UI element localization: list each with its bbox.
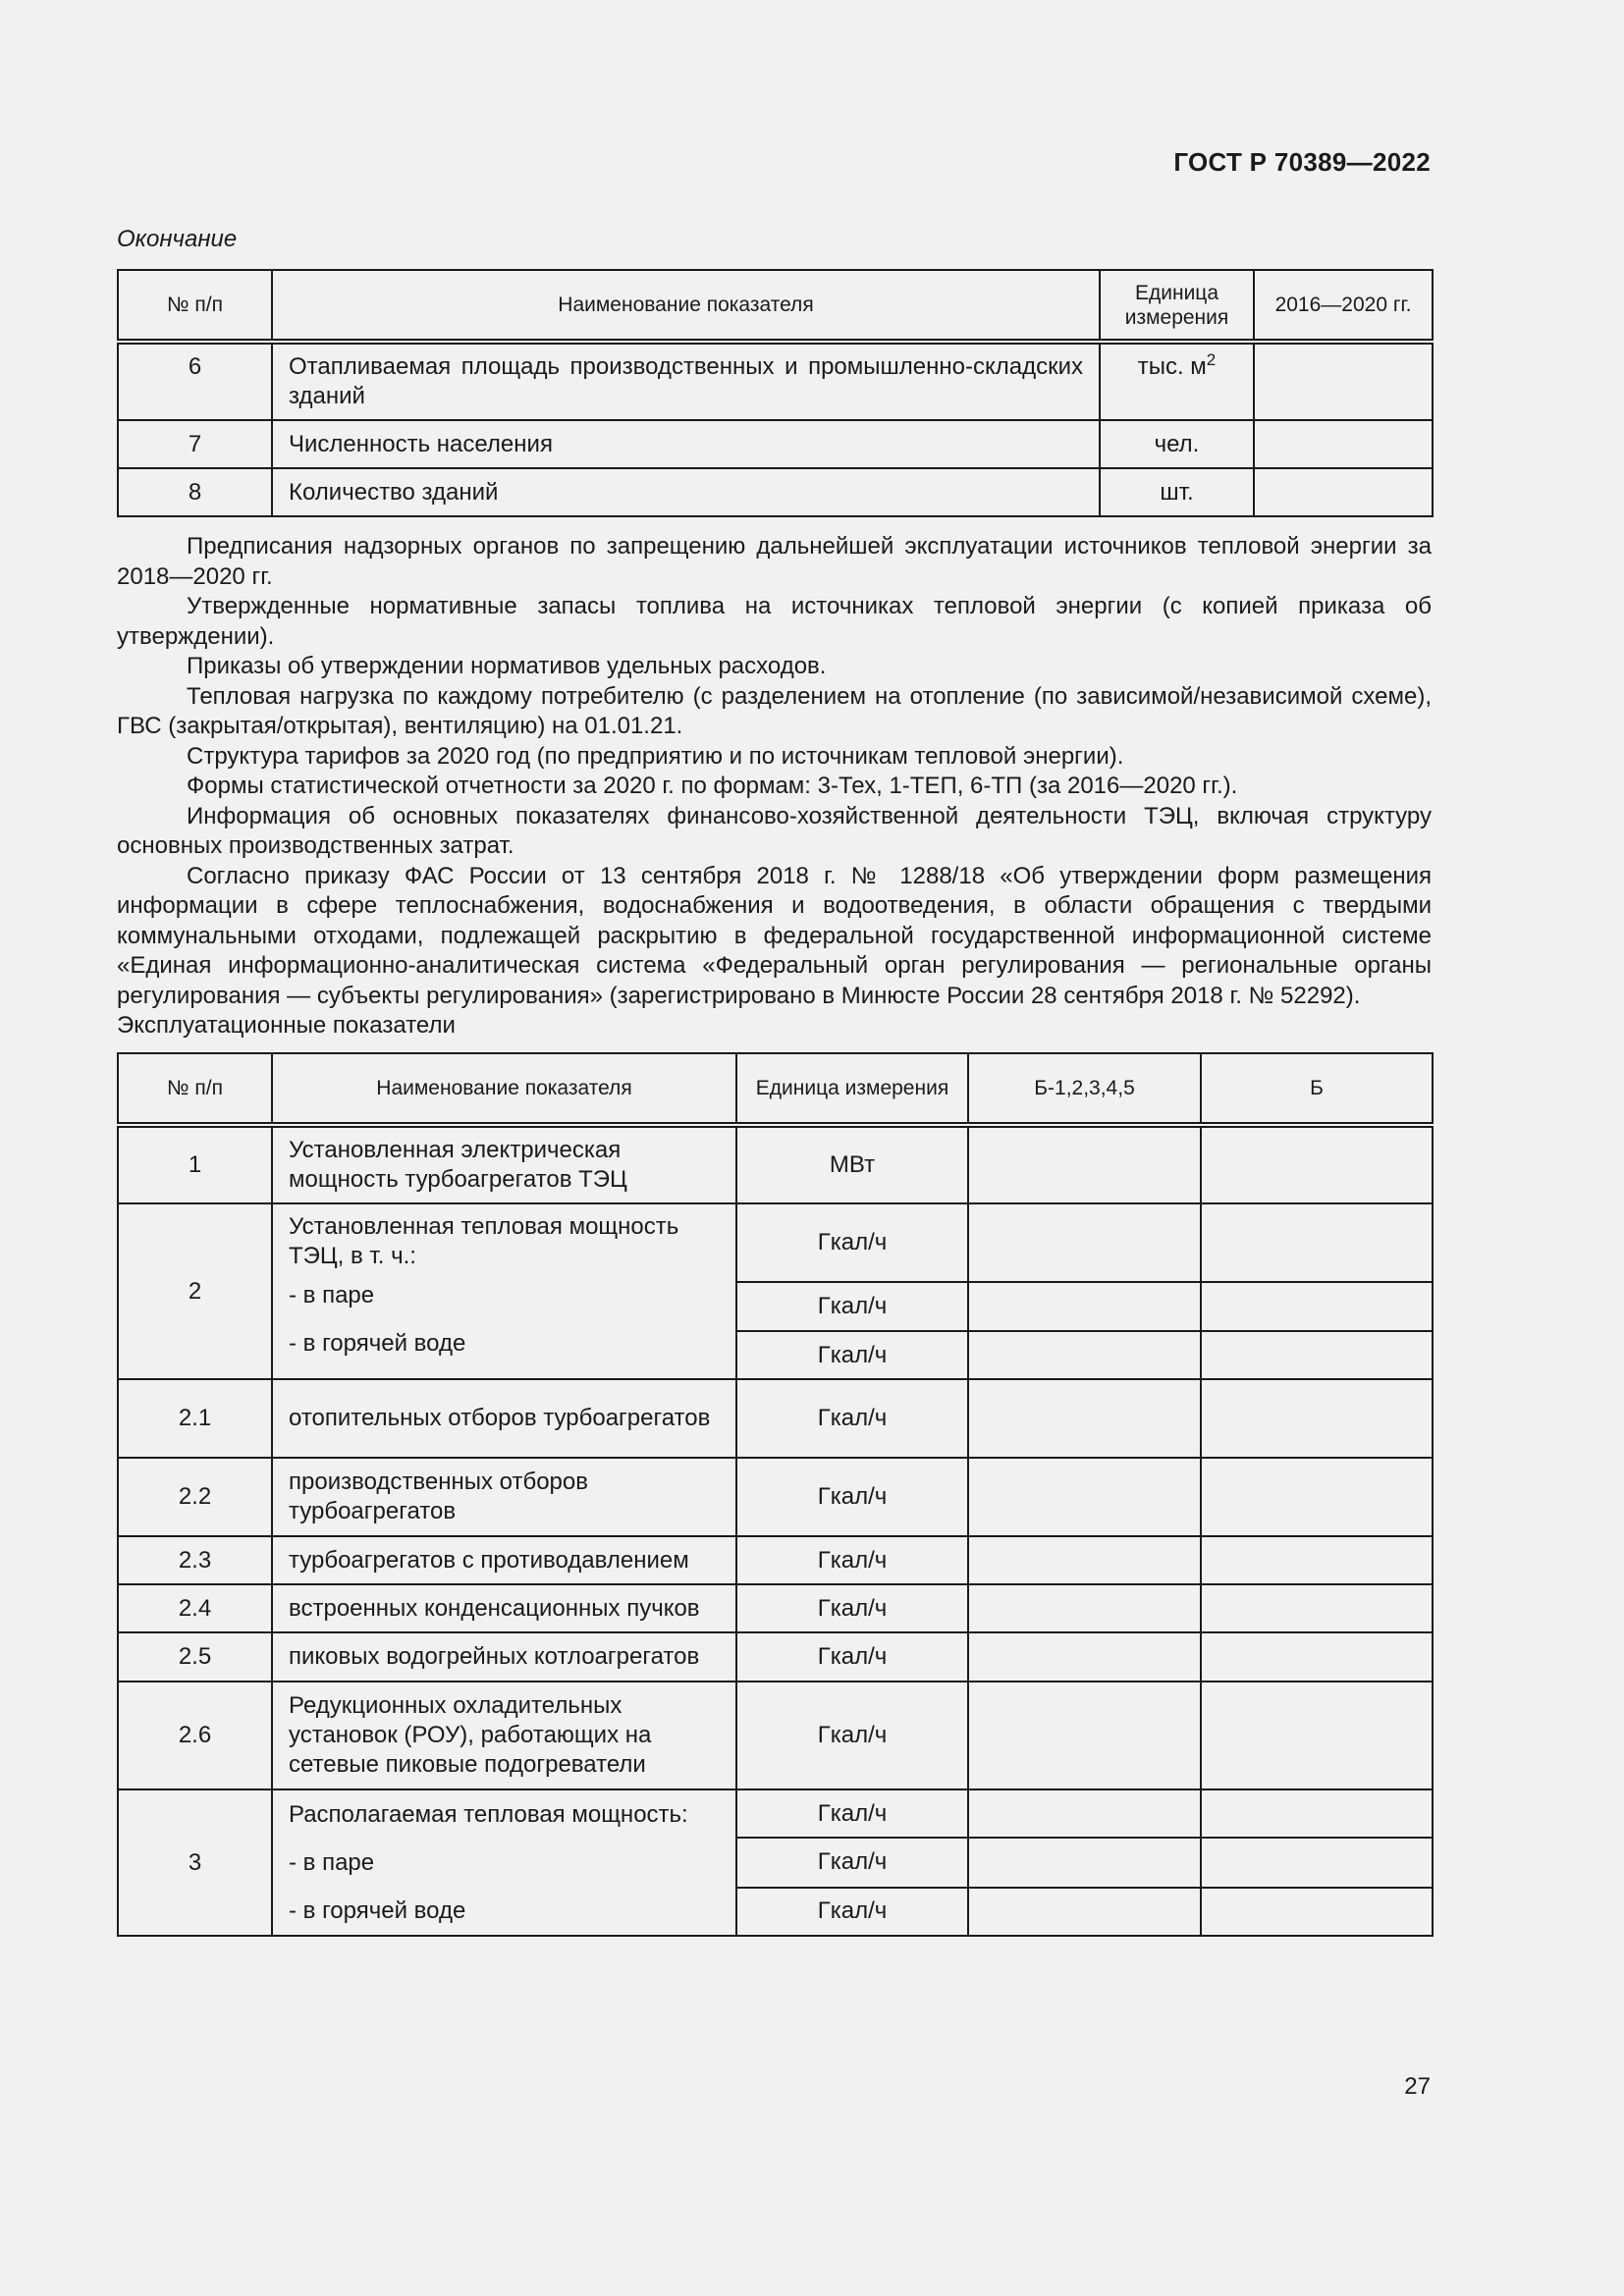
row-num: 7 <box>118 420 272 468</box>
row-unit: Гкал/ч <box>736 1203 968 1282</box>
cell-b <box>1201 1331 1433 1379</box>
t2-header-b12345: Б-1,2,3,4,5 <box>968 1053 1201 1125</box>
table-row <box>118 1536 1433 1584</box>
row-unit: Гкал/ч <box>736 1282 968 1331</box>
table-row <box>118 1125 1433 1203</box>
row-value <box>1254 420 1433 468</box>
row-num: 2.2 <box>118 1458 272 1536</box>
row-num: 2.3 <box>118 1536 272 1584</box>
cell-b12345 <box>968 1838 1201 1887</box>
row-unit: Гкал/ч <box>736 1331 968 1379</box>
t2-header-unit: Единица измерения <box>736 1053 968 1125</box>
continuation-label: Окончание <box>117 226 238 252</box>
paragraph: Согласно приказу ФАС России от 13 сентября 2018 г. № 1288/18 «Об утверждении форм размещения информации в сфере теплоснабжения, водоснабжения и водоотведения, в области обращения с твердыми коммунальными отходами, подлежащей раскрытию в федеральной государственной информационной системе «Единая информационно-аналитическая система «Федеральный орган регулирования — региональные органы регулирования — субъекты регулирования» (зарегистрировано в Минюсте России 28 сентября 2018 г. № 52292). <box>117 862 1432 1009</box>
table-row <box>118 1682 1433 1789</box>
row-name-main: Установленная тепловая мощность ТЭЦ, в т. ч.: <box>289 1213 679 1269</box>
table-row <box>118 342 1433 420</box>
cell-b12345 <box>968 1789 1201 1838</box>
paragraph: Информация об основных показателях финансово-хозяйственной деятельности ТЭЦ, включая структуру основных производственных затрат. <box>117 802 1432 859</box>
cell-b <box>1201 1458 1433 1536</box>
row-name: Установленная электрическая мощность турбоагрегатов ТЭЦ <box>272 1125 736 1203</box>
row-name: Отапливаемая площадь производственных и промышленно-складских зданий <box>272 342 1100 420</box>
cell-b12345 <box>968 1282 1201 1331</box>
paragraph: Предписания надзорных органов по запрещению дальнейшей эксплуатации источников тепловой энергии за 2018—2020 гг. <box>117 533 1432 590</box>
table-row <box>118 1379 1433 1458</box>
row-num: 6 <box>118 342 272 420</box>
row-num: 3 <box>118 1789 272 1936</box>
page-number: 27 <box>1404 2073 1431 2100</box>
row-name <box>272 1203 736 1379</box>
paragraph: Структура тарифов за 2020 год (по предприятию и по источникам тепловой энергии). <box>187 742 1124 770</box>
table-row <box>118 1632 1433 1682</box>
cell-b12345 <box>968 1379 1201 1458</box>
row-unit: чел. <box>1100 420 1254 468</box>
row-name: турбоагрегатов с противодавлением <box>272 1536 736 1584</box>
cell-b12345 <box>968 1632 1201 1682</box>
cell-b <box>1201 1125 1433 1203</box>
cell-b <box>1201 1682 1433 1789</box>
table-1 <box>117 269 1434 517</box>
sub-item-hot-water: - в горячей воде <box>289 1897 466 1924</box>
cell-b12345 <box>968 1584 1201 1632</box>
row-num: 2.1 <box>118 1379 272 1458</box>
row-name: встроенных конденсационных пучков <box>272 1584 736 1632</box>
row-name: отопительных отборов турбоагрегатов <box>272 1379 736 1458</box>
standard-code: ГОСТ Р 70389—2022 <box>1173 147 1431 177</box>
cell-b <box>1201 1379 1433 1458</box>
cell-b12345 <box>968 1458 1201 1536</box>
cell-b <box>1201 1888 1433 1936</box>
cell-b <box>1201 1584 1433 1632</box>
cell-b <box>1201 1203 1433 1282</box>
row-num: 2.6 <box>118 1682 272 1789</box>
cell-b <box>1201 1632 1433 1682</box>
table-row <box>118 1789 1433 1838</box>
row-unit: Гкал/ч <box>736 1584 968 1632</box>
row-name: Редукционных охладительных установок (РОУ), работающих на сетевые пиковые подогреватели <box>272 1682 736 1789</box>
cell-b12345 <box>968 1536 1201 1584</box>
table-row <box>118 420 1433 468</box>
row-unit: Гкал/ч <box>736 1536 968 1584</box>
unit-superscript: 2 <box>1206 350 1217 369</box>
cell-b <box>1201 1282 1433 1331</box>
row-unit: Гкал/ч <box>736 1888 968 1936</box>
cell-b12345 <box>968 1888 1201 1936</box>
t2-header-num: № п/п <box>118 1053 272 1125</box>
table-2-caption: Эксплуатационные показатели <box>117 1012 456 1039</box>
t1-header-period: 2016—2020 гг. <box>1254 270 1433 342</box>
row-unit: Гкал/ч <box>736 1838 968 1887</box>
row-num: 2 <box>118 1203 272 1379</box>
t2-header-name: Наименование показателя <box>272 1053 736 1125</box>
t1-header-name: Наименование показателя <box>272 270 1100 342</box>
row-num: 2.5 <box>118 1632 272 1682</box>
sub-item-steam: - в паре <box>289 1282 375 1308</box>
row-name-main: Располагаемая тепловая мощность: <box>289 1801 688 1828</box>
row-name: производственных отборов турбоагрегатов <box>272 1458 736 1536</box>
t1-header-num: № п/п <box>118 270 272 342</box>
row-value <box>1254 342 1433 420</box>
cell-b12345 <box>968 1125 1201 1203</box>
row-num: 1 <box>118 1125 272 1203</box>
row-name: Численность населения <box>272 420 1100 468</box>
paragraph: Утвержденные нормативные запасы топлива на источниках тепловой энергии (с копией приказа об утверждении). <box>117 593 1432 650</box>
sub-item-hot-water: - в горячей воде <box>289 1330 466 1357</box>
row-name <box>272 1789 736 1936</box>
table-row <box>118 1458 1433 1536</box>
paragraph: Приказы об утверждении нормативов удельных расходов. <box>187 653 827 679</box>
cell-b <box>1201 1536 1433 1584</box>
row-unit: Гкал/ч <box>736 1789 968 1838</box>
t1-header-unit: Единица измерения <box>1100 270 1254 342</box>
row-unit: Гкал/ч <box>736 1379 968 1458</box>
row-unit: Гкал/ч <box>736 1458 968 1536</box>
row-unit: Гкал/ч <box>736 1682 968 1789</box>
row-unit: МВт <box>736 1125 968 1203</box>
row-name: Количество зданий <box>272 468 1100 516</box>
table-2 <box>117 1052 1434 1937</box>
cell-b12345 <box>968 1682 1201 1789</box>
row-name: пиковых водогрейных котлоагрегатов <box>272 1632 736 1682</box>
t2-header-b: Б <box>1201 1053 1433 1125</box>
row-unit: тыс. $м^2$ <box>1100 342 1254 420</box>
table-row <box>118 468 1433 516</box>
table-row <box>118 1203 1433 1282</box>
cell-b12345 <box>968 1331 1201 1379</box>
body-text <box>117 532 1432 1041</box>
cell-b <box>1201 1838 1433 1887</box>
cell-b12345 <box>968 1203 1201 1282</box>
paragraph: Формы статистической отчетности за 2020 г. по формам: 3-Тех, 1-ТЕП, 6-ТП (за 2016—2020 гг.). <box>187 773 1238 799</box>
paragraph: Тепловая нагрузка по каждому потребителю (с разделением на отопление (по зависимой/независимой схеме), ГВС (закрытая/открытая), вентиляцию) на 01.01.21. <box>117 682 1432 739</box>
sub-item-steam: - в паре <box>289 1849 375 1876</box>
row-unit: шт. <box>1100 468 1254 516</box>
row-value <box>1254 468 1433 516</box>
row-num: 8 <box>118 468 272 516</box>
row-num: 2.4 <box>118 1584 272 1632</box>
row-unit: Гкал/ч <box>736 1632 968 1682</box>
table-row <box>118 1584 1433 1632</box>
cell-b <box>1201 1789 1433 1838</box>
